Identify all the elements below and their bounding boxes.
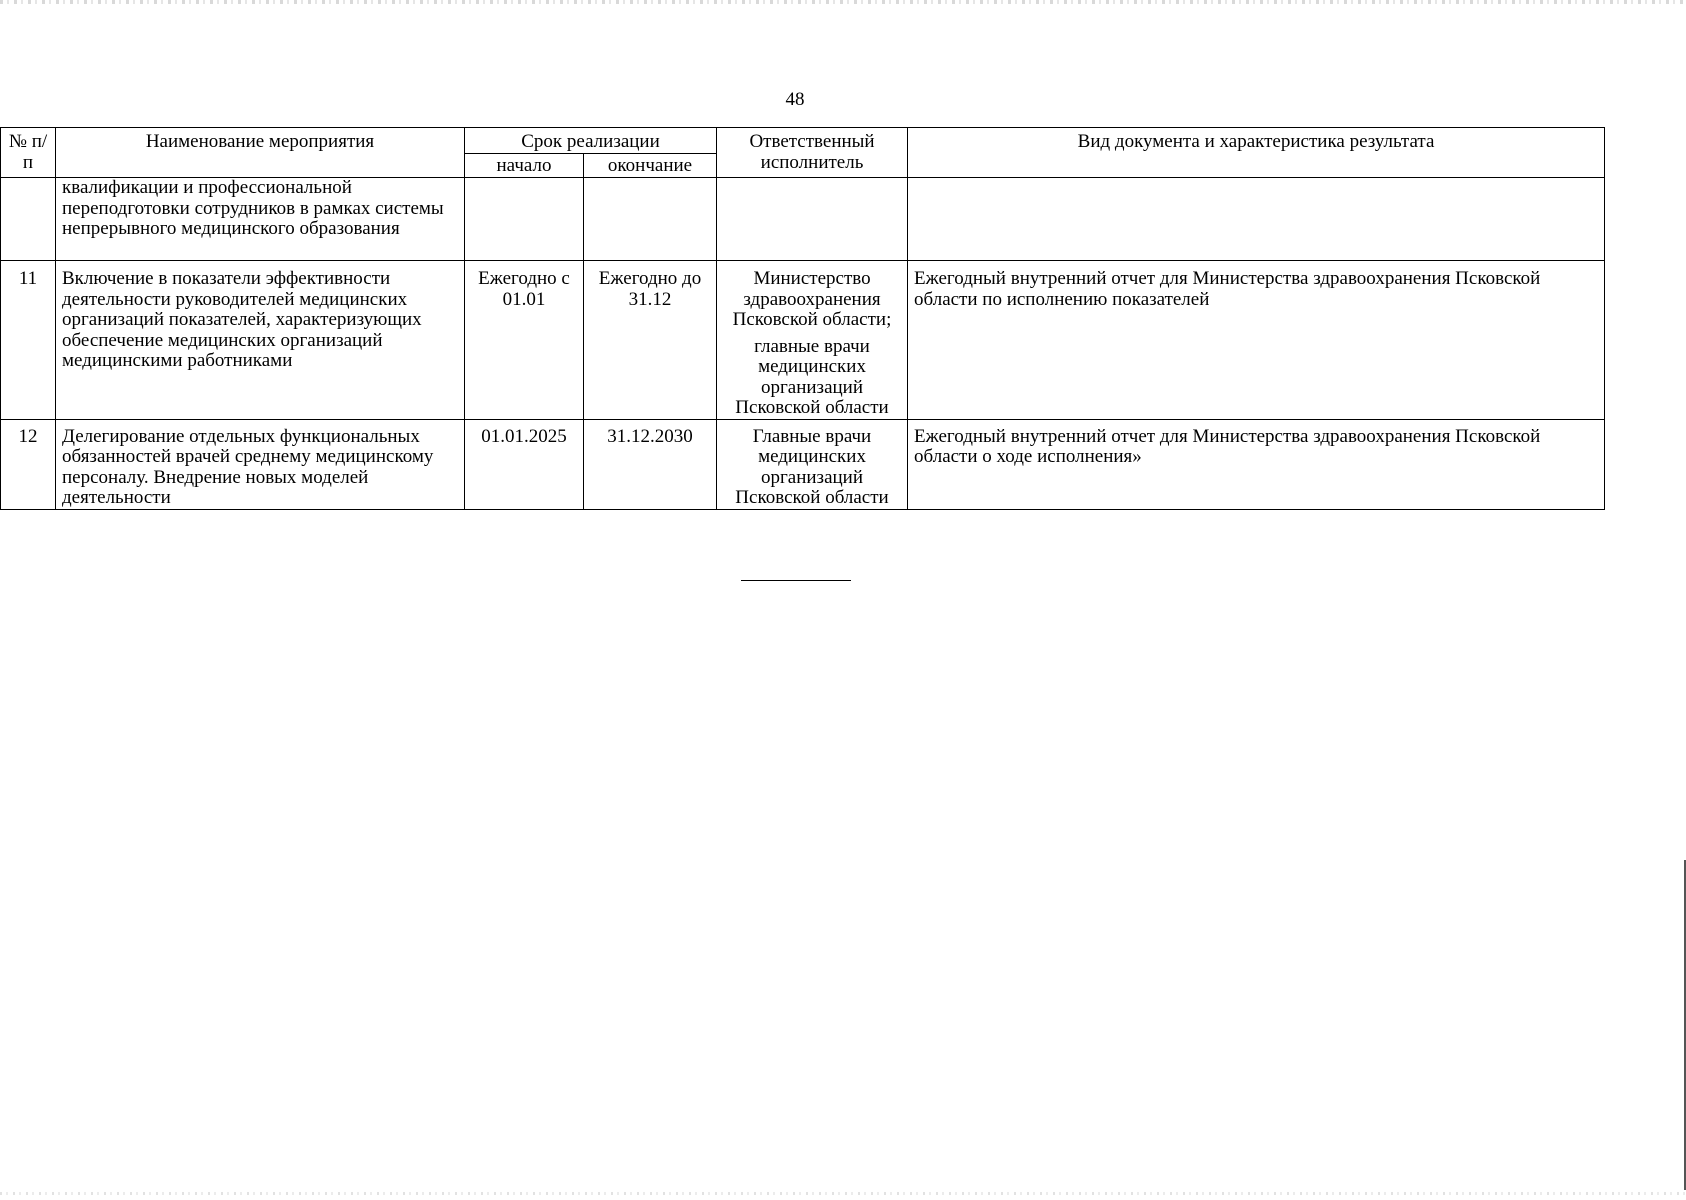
cell-result	[908, 178, 1605, 261]
closing-rule	[741, 580, 851, 581]
header-result: Вид документа и характеристика результата	[908, 128, 1605, 178]
cell-end	[584, 178, 717, 261]
cell-responsible	[717, 178, 908, 261]
table-header-row	[1, 128, 1605, 154]
table-body	[1, 178, 1605, 510]
scan-edge-bottom	[0, 1192, 1686, 1195]
header-name: Наименование мероприятия	[56, 128, 465, 178]
page-number: 48	[785, 89, 805, 110]
header-end: окончание	[584, 153, 717, 178]
table-row	[1, 178, 1605, 261]
header-num: № п/п	[1, 128, 56, 178]
responsible-entry: главные врачи медицинских организаций Псковской области	[735, 335, 889, 418]
cell-start: Ежегодно с 01.01	[465, 261, 584, 420]
responsible-entry: Министерство здравоохранения Псковской области;	[732, 268, 892, 330]
cell-num	[1, 178, 56, 261]
cell-responsible	[717, 419, 908, 509]
cell-result: Ежегодный внутренний отчет для Министерства здравоохранения Псковской области о ходе исполнения»	[908, 419, 1605, 509]
table-row	[1, 419, 1605, 509]
cell-end: 31.12.2030	[584, 419, 717, 509]
cell-responsible	[717, 261, 908, 420]
responsible-entry: Главные врачи медицинских организаций Псковской области	[735, 425, 889, 508]
scan-edge-top	[0, 0, 1686, 4]
header-period: Срок реализации	[465, 128, 717, 154]
header-responsible: Ответственный исполнитель	[717, 128, 908, 178]
cell-num: 12	[1, 419, 56, 509]
table-row	[1, 261, 1605, 420]
cell-name: Делегирование отдельных функциональных обязанностей врачей среднему медицинскому персоналу. Внедрение новых моделей деятельности	[56, 419, 465, 509]
cell-name: квалификации и профессиональной переподготовки сотрудников в рамках системы непрерывного медицинского образования	[56, 178, 465, 261]
measures-table	[0, 127, 1605, 510]
cell-start	[465, 178, 584, 261]
cell-num: 11	[1, 261, 56, 420]
cell-result: Ежегодный внутренний отчет для Министерства здравоохранения Псковской области по исполнению показателей	[908, 261, 1605, 420]
cell-end: Ежегодно до 31.12	[584, 261, 717, 420]
cell-start: 01.01.2025	[465, 419, 584, 509]
header-start: начало	[465, 153, 584, 178]
cell-name: Включение в показатели эффективности деятельности руководителей медицинских организаций показателей, характеризующих обеспечение медицинских организаций медицинскими работниками	[56, 261, 465, 420]
